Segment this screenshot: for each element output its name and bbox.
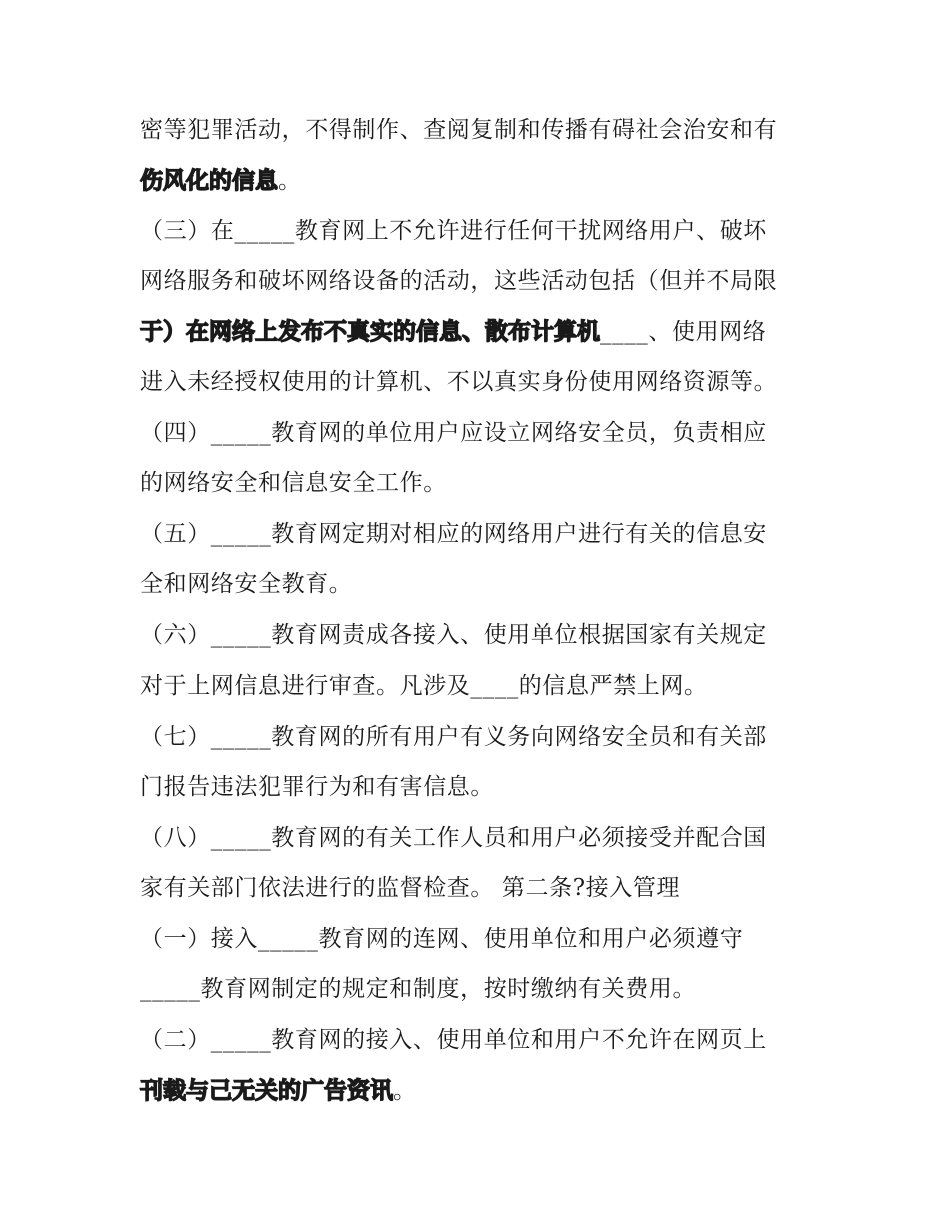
text-line-12: 对于上网信息进行审查。凡涉及____的信息严禁上网。 bbox=[140, 673, 708, 699]
outlined-text: 伤风化的信息 bbox=[140, 168, 278, 194]
text-line-11: （六）_____教育网责成各接入、使用单位根据国家有关规定 bbox=[140, 622, 767, 648]
outlined-text: 于）在网络上发布不真实的信息、散布计算机 bbox=[140, 319, 600, 345]
text-line-2: 伤风化的信息。 bbox=[140, 168, 302, 194]
text-line-19: （二）_____教育网的接入、使用单位和用户不允许在网页上 bbox=[140, 1027, 767, 1053]
text-line-7: （四）_____教育网的单位用户应设立网络安全员，负责相应 bbox=[140, 420, 767, 446]
text-line-13: （七）_____教育网的所有用户有义务向网络安全员和有关部 bbox=[140, 724, 767, 750]
outlined-text: 刊载与己无关的广告资讯 bbox=[140, 1078, 393, 1104]
text-line-15: （八）_____教育网的有关工作人员和用户必须接受并配合国 bbox=[140, 825, 767, 851]
text-line-8: 的网络安全和信息安全工作。 bbox=[140, 470, 447, 496]
text-line-18: _____教育网制定的规定和制度，按时缴纳有关费用。 bbox=[140, 976, 697, 1002]
text-line-5: 于）在网络上发布不真实的信息、散布计算机____、使用网络 bbox=[140, 319, 767, 345]
text-line-3: （三）在_____教育网上不允许进行任何干扰网络用户、破坏 bbox=[140, 218, 767, 244]
text-line-16: 家有关部门依法进行的监督检查。 第二条?接入管理 bbox=[140, 875, 681, 901]
text-line-9: （五）_____教育网定期对相应的网络用户进行有关的信息安 bbox=[140, 521, 767, 547]
text-line-10: 全和网络安全教育。 bbox=[140, 571, 353, 597]
text-line-6: 进入未经授权使用的计算机、不以真实身份使用网络资源等。 bbox=[140, 369, 778, 395]
text-line-1: 密等犯罪活动，不得制作、查阅复制和传播有碍社会治安和有 bbox=[140, 117, 778, 143]
text-line-17: （一）接入_____教育网的连网、使用单位和用户必须遵守 bbox=[140, 926, 744, 952]
text-line-20: 刊载与己无关的广告资讯。 bbox=[140, 1078, 417, 1104]
text-line-4: 网络服务和破坏网络设备的活动，这些活动包括（但并不局限 bbox=[140, 268, 778, 294]
text-line-14: 门报告违法犯罪行为和有害信息。 bbox=[140, 774, 494, 800]
